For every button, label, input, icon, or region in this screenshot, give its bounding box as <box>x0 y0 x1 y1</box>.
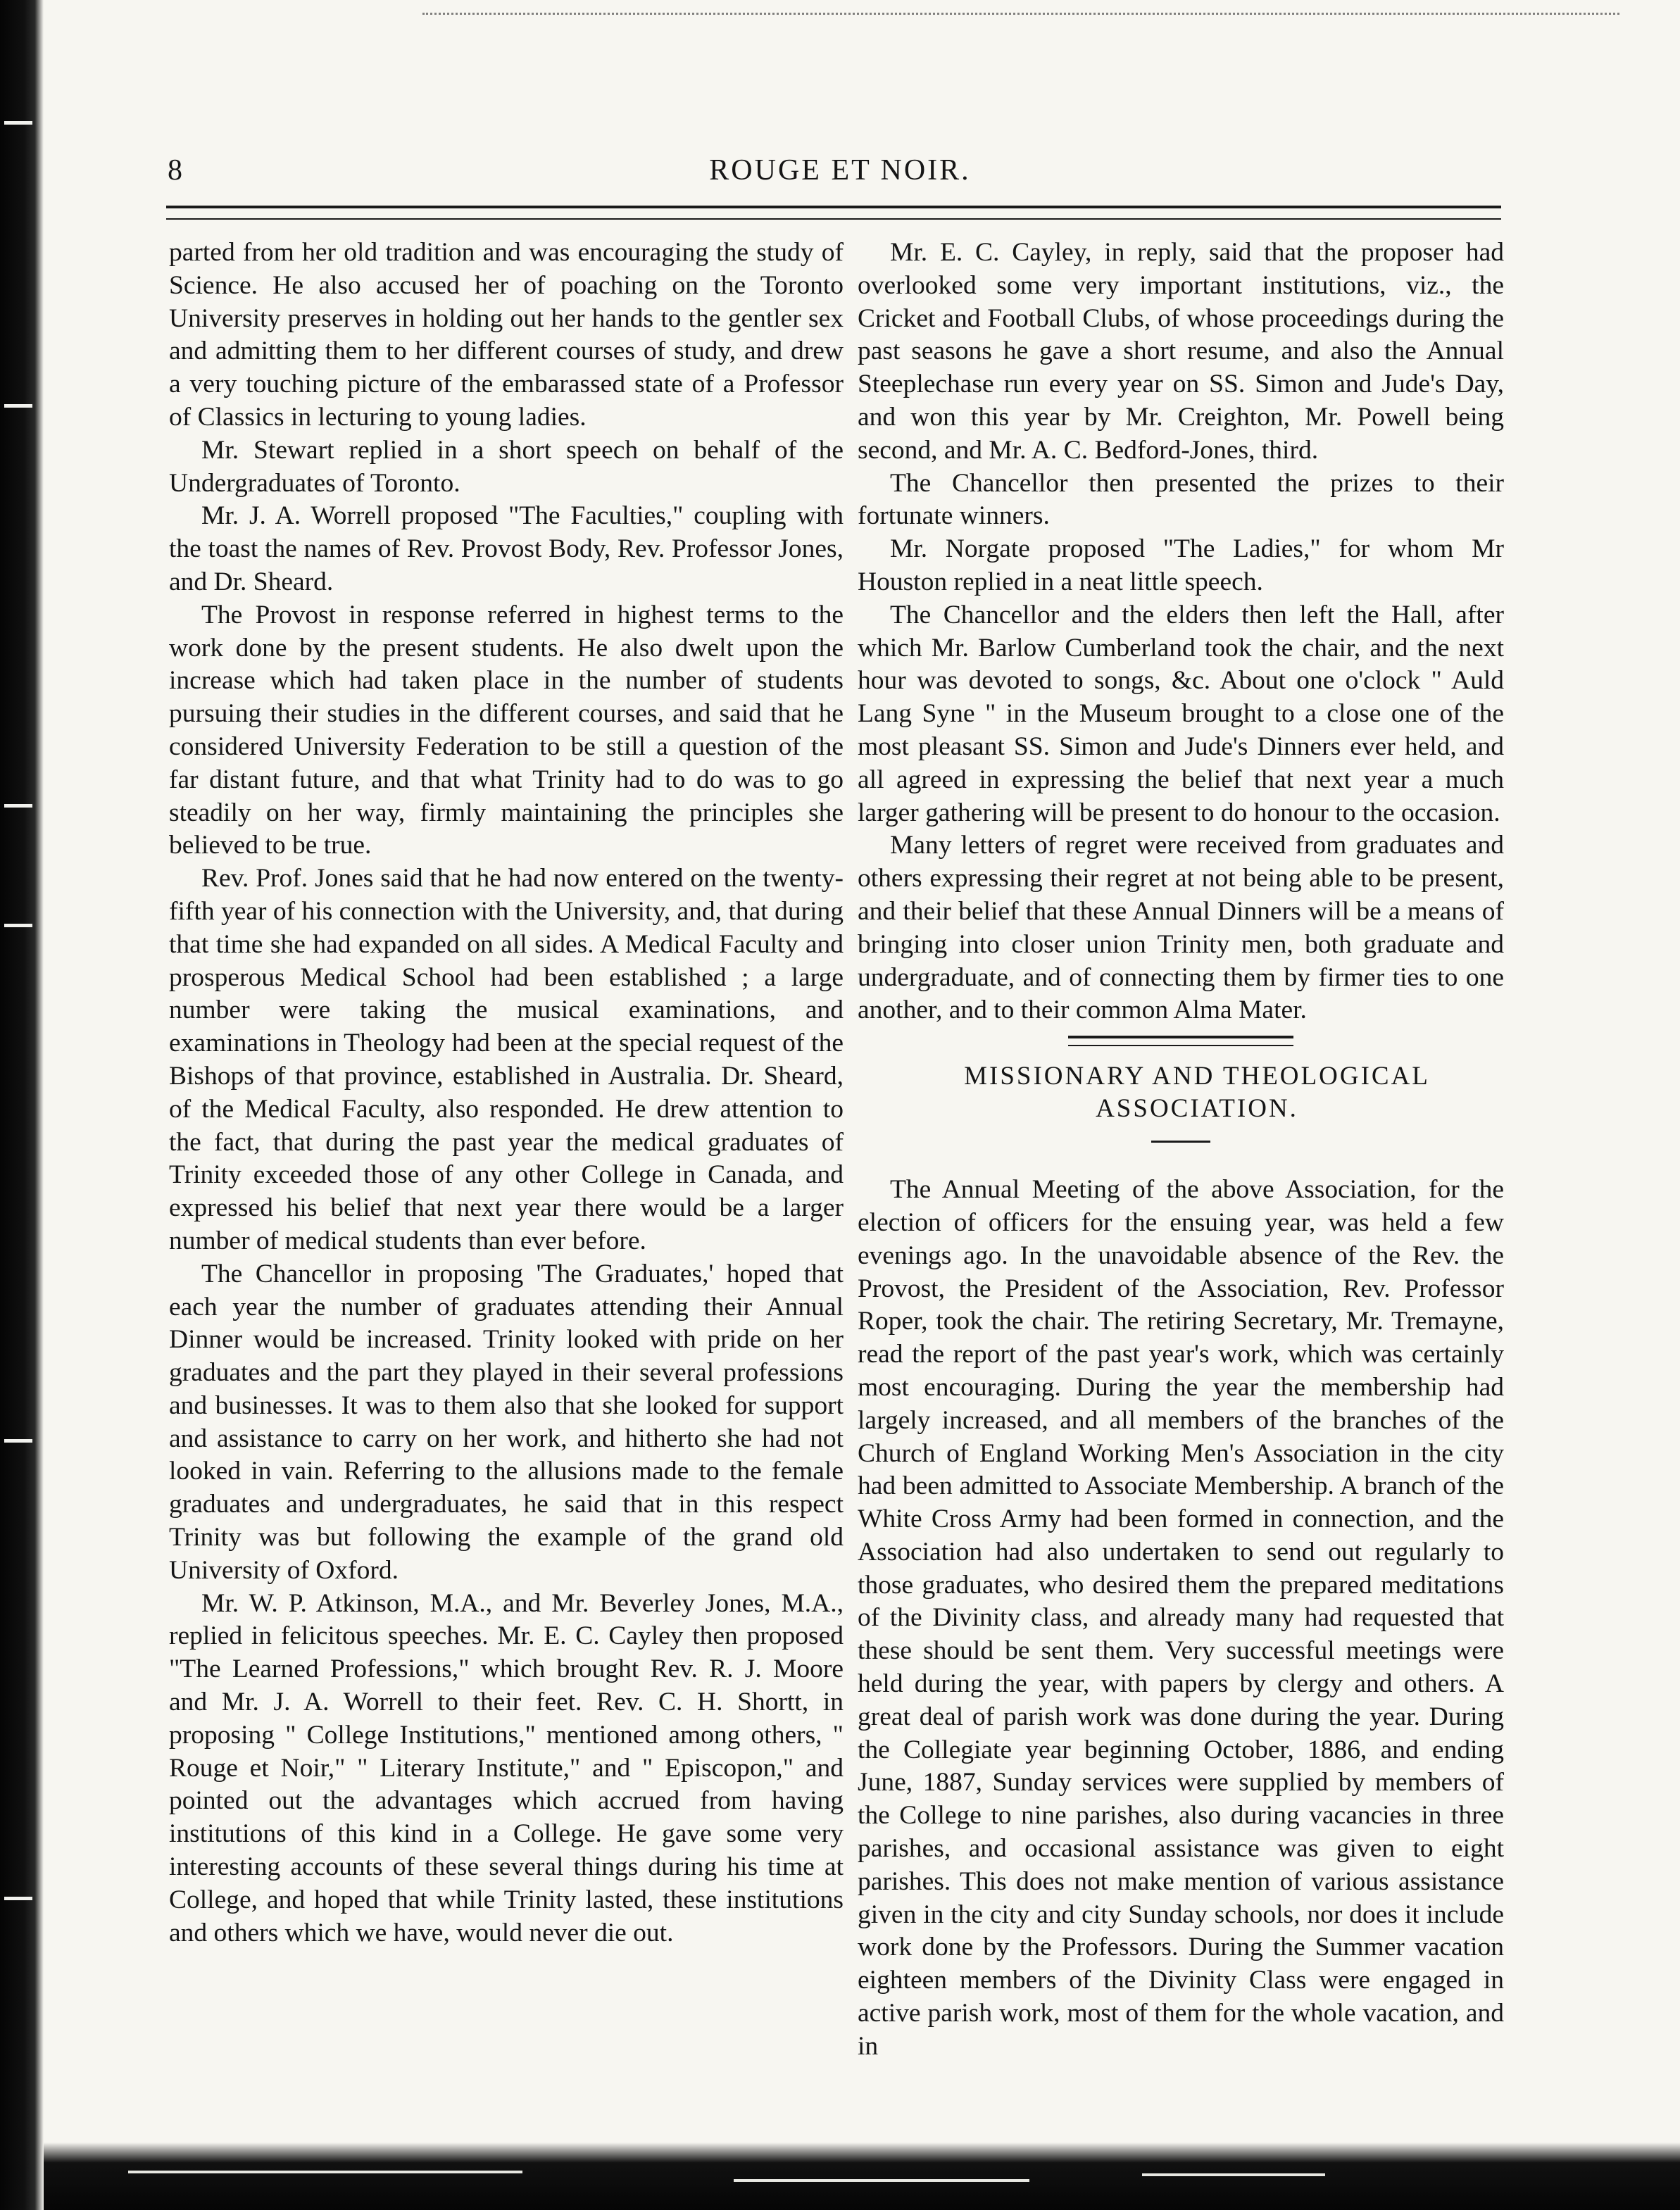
paragraph: Many letters of regret were received from graduates and others expressing their regret at not being able to be present, and their belief that these Annual Dinners will be a means of bringing into closer union Trinity men, both graduate and undergraduate, and of connecting them by firmer ties to one another, and to their common Alma Mater. <box>858 831 1504 1025</box>
scan-mark <box>4 121 32 125</box>
paragraph: The Chancellor then presented the prizes to their fortunate winners. <box>858 468 1504 531</box>
scan-mark <box>4 804 32 808</box>
running-title: ROUGE ET NOIR. <box>709 154 971 187</box>
paragraph: parted from her old tradition and was encouraging the study of Science. He also accused her of poaching on the Toronto University preserves in holding out her hands to the gentler sex and admitting them to her different courses of study, and drew a very touching picture of the embarassed state of a Professor of Classics in lecturing to young ladies. <box>169 238 844 432</box>
paragraph: Mr. J. A. Worrell proposed "The Faculties," coupling with the toast the names of Rev. Provost Body, Rev. Professor Jones, and Dr. Sheard. <box>169 501 844 596</box>
scan-mark <box>4 1897 32 1900</box>
page-number: 8 <box>168 154 182 187</box>
paragraph: Mr. Stewart replied in a short speech on behalf of the Undergraduates of Toronto. <box>169 435 844 498</box>
paragraph: The Annual Meeting of the above Association, for the election of officers for the ensuing year, was held a few evenings ago. In the unavoidable absence of the Rev. the Provost, the President of the Association, Rev. Professor Roper, took the chair. The retiring Secretary, Mr. Tremayne, read the report of the past year's work, which was certainly most encouraging. During the year the membership had largely increased, and all members of the branches of the Church of England Working Men's Association in the city had been admitted to Associate Membership. A branch of the White Cross Army had been formed in connection, and the Association had also undertaken to send out regularly to those graduates, who desired them the prepared meditations of the Divinity class, and already many had requested that these should be sent them. Very successful meetings were held during the year, with papers by clergy and others. A great deal of parish work was done during the year. During the Collegiate year beginning October, 1886, and ending June, 1887, Sunday services were supplied by members of the College to nine parishes, also during vacancies in three parishes, and occasional assistance was given to eight parishes. This does not make mention of various assistance given in the city and city Sunday schools, nor does it include work done by the Professors. During the Summer vacation eighteen members of the Divinity Class were engaged in active parish work, most of them for the whole vacation, and in <box>858 1175 1504 2061</box>
paragraph: Mr. E. C. Cayley, in reply, said that the proposer had overlooked some very important institutions, viz., the Cricket and Football Clubs, of whose proceedings during the past seasons he gave a short resume, and also the Annual Steeplechase run every year on SS. Simon and Jude's Day, and won this year by Mr. Creighton, Mr. Powell being second, and Mr. A. C. Bedford-Jones, third. <box>858 238 1504 465</box>
scan-streak <box>128 2171 522 2173</box>
section-heading-line-1: MISSIONARY AND THEOLOGICAL <box>964 1062 1430 1091</box>
header-double-rule <box>166 206 1501 220</box>
paragraph: The Chancellor in proposing 'The Graduates,' hoped that each year the number of graduates attending their Annual Dinner would be increased. Trinity looked with pride on her graduates and the part they played in their several professions and businesses. It was to them also that she looked for support and assistance to carry on her work, and hitherto she had not looked in vain. Referring to the allusions made to the female graduates and undergraduates, he said that in this respect Trinity was but following the example of the grand old University of Oxford. <box>169 1259 844 1585</box>
section-short-rule <box>1151 1141 1210 1143</box>
paragraph: Mr. Norgate proposed "The Ladies," for whom Mr Houston replied in a neat little speech. <box>858 534 1504 596</box>
scan-streak <box>1142 2173 1325 2176</box>
scan-top-noise <box>422 13 1619 18</box>
scan-left-edge <box>0 0 44 2210</box>
paragraph: Rev. Prof. Jones said that he had now entered on the twenty-fifth year of his connection with the University, and, that during that time she had expanded on all sides. A Medical Faculty and prosperous Medical School had been established ; a large number were taking the musical examinations, and examinations in Theology had been at the special request of the Bishops of that province, established in Australia. Dr. Sheard, of the Medical Faculty, also responded. He drew attention to the fact, that during the past year the medical graduates of Trinity exceeded those of any other College in Canada, and expressed his belief that next year there would be a larger number of medical students than ever before. <box>169 864 844 1255</box>
paragraph: The Provost in response referred in highest terms to the work done by the present students. He also dwelt upon the increase which had taken place in the number of students pursuing their studies in the different courses, and said that he considered University Federation to be still a question of the far distant future, and that what Trinity had to do was to go steadily on her way, firmly maintaining the principles she believed to be true. <box>169 600 844 860</box>
section-double-rule <box>1068 1036 1293 1046</box>
left-column <box>169 237 844 1950</box>
section-heading-line-2: ASSOCIATION. <box>1096 1094 1298 1124</box>
scan-streak <box>734 2179 1029 2182</box>
paragraph: Mr. W. P. Atkinson, M.A., and Mr. Beverley Jones, M.A., replied in felicitous speeches. Mr. E. C. Cayley then proposed "The Learned Professions," which brought Rev. R. J. Moore and Mr. J. A. Worrell to their feet. Rev. C. H. Shortt, in proposing " College Institutions," mentioned among others, " Rouge et Noir," " Literary Institute," and " Episcopon," and pointed out the advantages which accrued from having institutions of this kind in a College. He gave some very interesting accounts of these several things during his time at College, and hoped that while Trinity lasted, these institutions and others which we have, would never die out. <box>169 1588 844 1947</box>
scan-bottom-edge <box>44 2142 1680 2210</box>
right-column <box>858 237 1504 2064</box>
scan-mark <box>4 404 32 408</box>
scan-mark <box>4 924 32 927</box>
scan-mark <box>4 1439 32 1443</box>
paragraph: The Chancellor and the elders then left the Hall, after which Mr. Barlow Cumberland took the chair, and the next hour was devoted to songs, &c. About one o'clock " Auld Lang Syne " in the Museum brought to a close one of the most pleasant SS. Simon and Jude's Dinners ever held, and all agreed in expressing the belief that next year a much larger gathering will be present to do honour to the occasion. <box>858 600 1504 827</box>
